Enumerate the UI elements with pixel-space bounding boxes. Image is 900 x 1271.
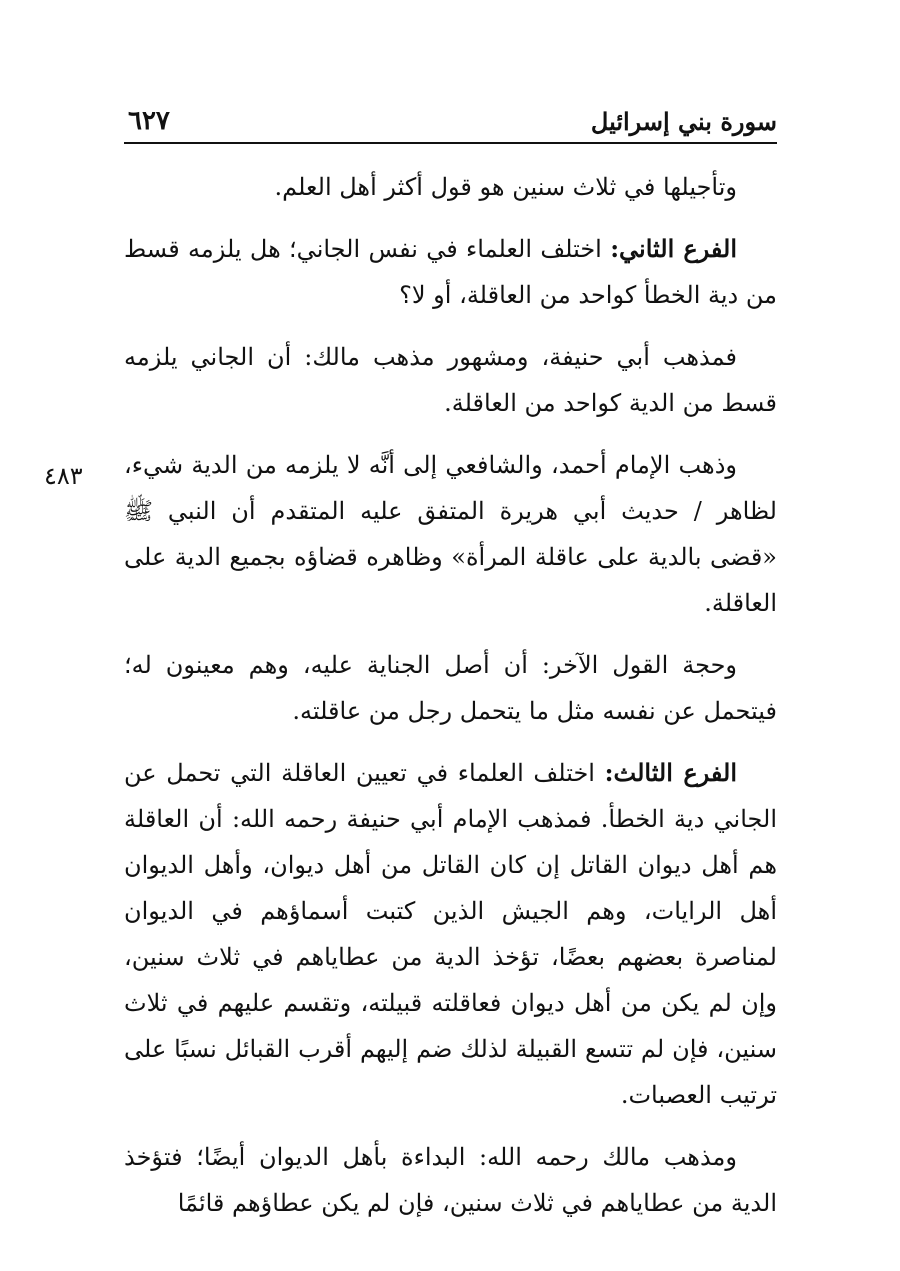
- paragraph-text: اختلف العلماء في تعيين العاقلة التي تحمل عن الجاني دية الخطأ. فمذهب الإمام أبي حنيفة رحمه الله: أن العاقلة هم أهل ديوان القاتل إن كان القاتل من أهل ديوان، وأهل الديوان أهل الرايات، وهم الجيش الذين كتبت أسماؤهم في الديوان لمناصرة بعضهم بعضًا، تؤخذ الدية من عطاياهم في ثلاث سنين، وإن لم يكن من أهل ديوان فعاقلته قبيلته، وتقسم عليهم في ثلاث سنين، فإن لم تتسع القبيلة لذلك ضم إليهم أقرب القبائل نسبًا على ترتيب العصبات.: [124, 759, 777, 1109]
- running-title: سورة بني إسرائيل: [590, 107, 777, 136]
- paragraph-text: ومذهب مالك رحمه الله: البداءة بأهل الديوان أيضًا؛ فتؤخذ الدية من عطاياهم في ثلاث سنين، فإن لم يكن عطاؤهم قائمًا: [124, 1143, 777, 1217]
- paragraph-text: وذهب الإمام أحمد، والشافعي إلى أنَّه لا يلزمه من الدية شيء، لظاهر / حديث أبي هريرة المتفق عليه المتقدم أن النبي ﷺ «قضى بالدية على عاقلة المرأة» وظاهره قضاؤه بجميع الدية على العاقلة.: [124, 451, 777, 617]
- book-page: [124, 100, 777, 1242]
- paragraph: [124, 1134, 777, 1226]
- paragraph-text: اختلف العلماء في نفس الجاني؛ هل يلزمه قسط من دية الخطأ كواحد من العاقلة، أو لا؟: [124, 235, 777, 309]
- paragraph: [124, 334, 777, 426]
- paragraph-text: فمذهب أبي حنيفة، ومشهور مذهب مالك: أن الجاني يلزمه قسط من الدية كواحد من العاقلة.: [124, 343, 777, 417]
- paragraph-text: وحجة القول الآخر: أن أصل الجناية عليه، وهم معينون له؛ فيتحمل عن نفسه مثل ما يتحمل رجل من عاقلته.: [124, 651, 777, 725]
- paragraph: [124, 442, 777, 626]
- paragraph: [124, 226, 777, 318]
- margin-page-reference: ٤٨٣: [44, 462, 83, 490]
- paragraph: [124, 164, 777, 210]
- section-heading: الفرع الثاني:: [610, 234, 737, 263]
- page-body: [124, 164, 777, 1226]
- paragraph-text: وتأجيلها في ثلاث سنين هو قول أكثر أهل العلم.: [274, 173, 737, 201]
- page-header: [124, 100, 777, 144]
- page-number: ٦٢٧: [128, 106, 170, 136]
- paragraph: [124, 750, 777, 1118]
- paragraph: [124, 642, 777, 734]
- section-heading: الفرع الثالث:: [604, 758, 738, 787]
